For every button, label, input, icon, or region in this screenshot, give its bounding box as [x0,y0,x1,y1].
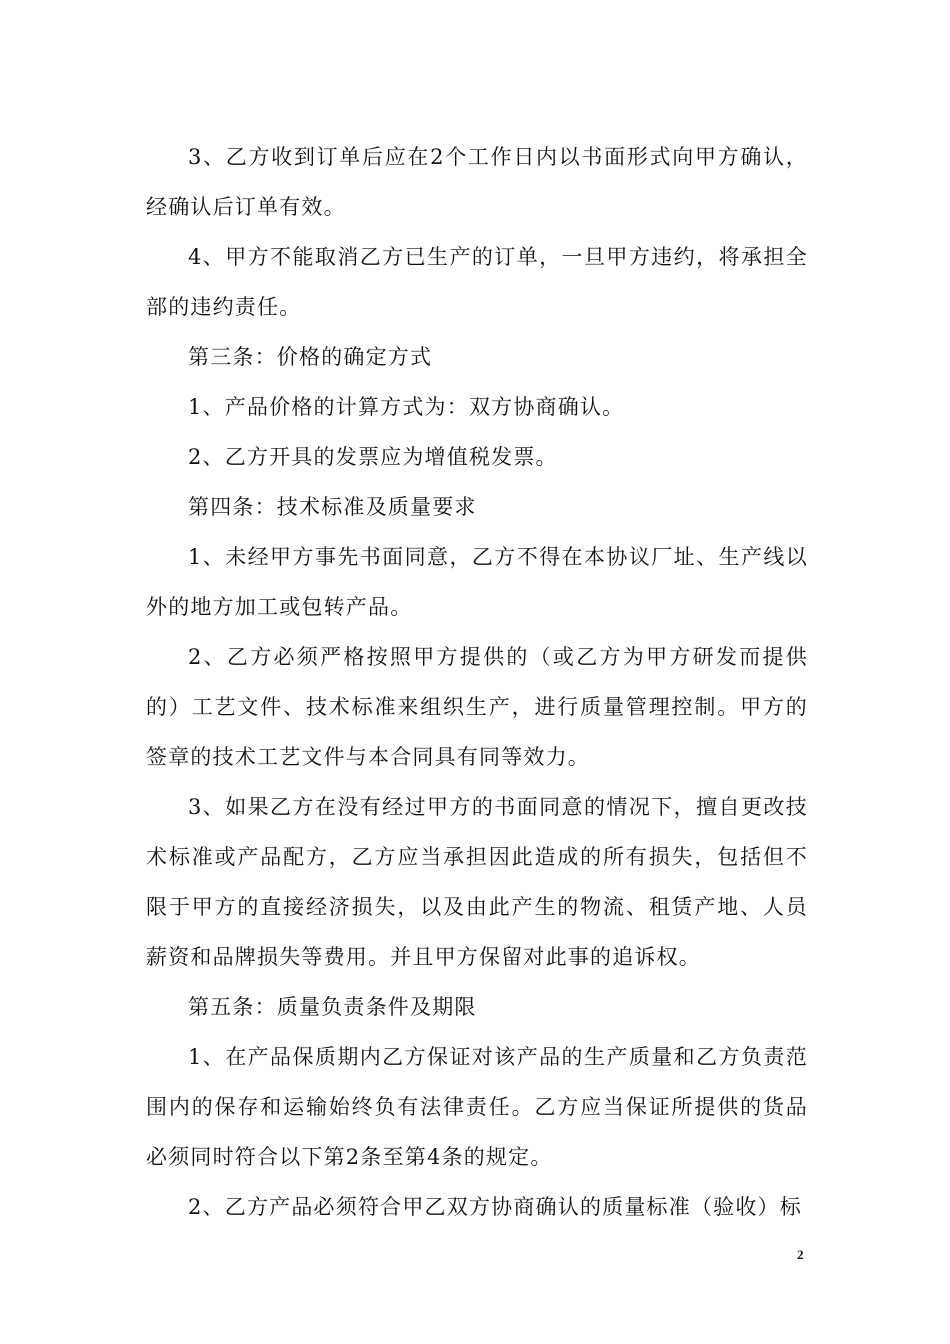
section-heading-article-5: 第五条：质量负责条件及期限 [188,995,477,1019]
paragraph-unauthorized-changes: 3、如果乙方在没有经过甲方的书面同意的情况下，擅自更改技术标准或产品配方，乙方应当承担因此造成的所有损失，包括但不限于甲方的直接经济损失，以及由此产生的物流、租赁产地、人员薪资和品牌损失等费用。并且甲方保留对此事的追诉权。 [146,795,808,969]
section-heading-article-4: 第四条：技术标准及质量要求 [188,495,477,519]
paragraph-order-confirmation: 3、乙方收到订单后应在2个工作日内以书面形式向甲方确认，经确认后订单有效。 [146,145,808,219]
paragraph-price-calculation: 1、产品价格的计算方式为：双方协商确认。 [188,395,625,419]
paragraph-production-location: 1、未经甲方事先书面同意，乙方不得在本协议厂址、生产线以外的地方加工或包转产品。 [146,545,808,619]
paragraph-quality-liability: 1、在产品保质期内乙方保证对该产品的生产质量和乙方负责范围内的保存和运输始终负有法律责任。乙方应当保证所提供的货品必须同时符合以下第2条至第4条的规定。 [146,1045,808,1169]
page-number: 2 [797,1247,804,1262]
paragraph-invoice-type: 2、乙方开具的发票应为增值税发票。 [188,445,558,469]
paragraph-technical-standards: 2、乙方必须严格按照甲方提供的（或乙方为甲方研发而提供的）工艺文件、技术标准来组织生产，进行质量管理控制。甲方的签章的技术工艺文件与本合同具有同等效力。 [146,645,808,769]
section-heading-article-3: 第三条：价格的确定方式 [188,345,433,369]
paragraph-order-cancellation: 4、甲方不能取消乙方已生产的订单，一旦甲方违约，将承担全部的违约责任。 [146,245,808,319]
paragraph-quality-standard: 2、乙方产品必须符合甲乙双方协商确认的质量标准（验收）标 [188,1195,802,1219]
document-body [146,132,808,1232]
